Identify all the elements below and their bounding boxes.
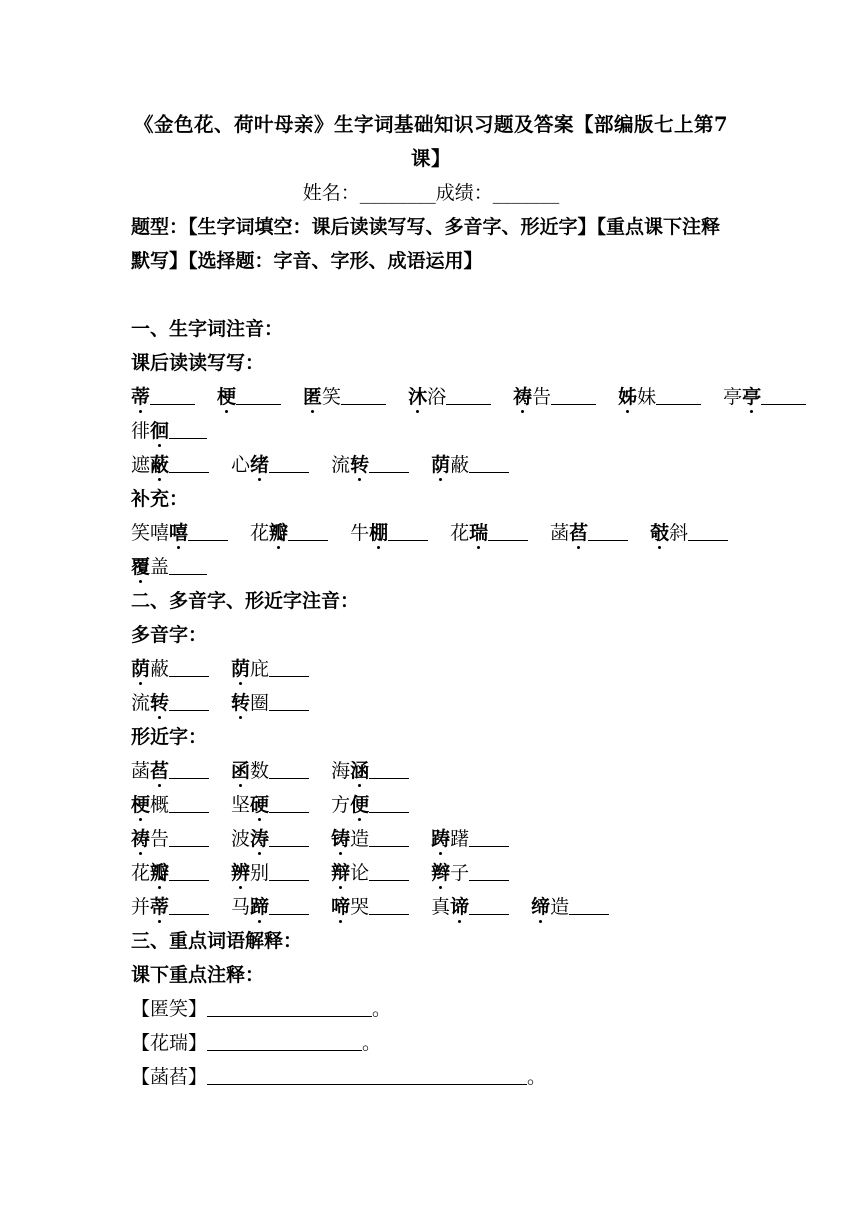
- pinyin-blank[interactable]: [369, 828, 409, 847]
- end-mark: 。: [372, 998, 392, 1020]
- dotted-char: 蒂: [150, 896, 170, 918]
- word-item: [431, 896, 509, 918]
- pinyin-blank[interactable]: [341, 386, 386, 405]
- word-item: [231, 794, 309, 816]
- dotted-char: 嘻: [169, 522, 189, 544]
- dotted-char: 硬: [250, 794, 270, 816]
- pinyin-blank[interactable]: [269, 658, 309, 677]
- dotted-char: 蒂: [131, 386, 151, 408]
- word-item: [331, 794, 409, 816]
- pinyin-blank[interactable]: [169, 828, 209, 847]
- word-row: [131, 754, 731, 788]
- dotted-char: 涵: [350, 760, 370, 782]
- pinyin-blank[interactable]: [288, 522, 328, 541]
- page-title: 《金色花、荷叶母亲》生字词基础知识习题及答案【部编版七上第7课】: [133, 113, 729, 170]
- word-prefix: 真: [431, 896, 451, 918]
- definition-item: [131, 1026, 731, 1060]
- word-row: [131, 788, 731, 822]
- word-item: [331, 760, 409, 782]
- word-suffix: 告: [150, 828, 170, 850]
- dotted-char: 踌: [431, 828, 451, 850]
- section2-heading: 二、多音字、形近字注音：: [131, 590, 360, 612]
- word-item: [131, 386, 195, 408]
- word-suffix: 浴: [427, 386, 447, 408]
- pinyin-blank[interactable]: [369, 760, 409, 779]
- word-suffix: 论: [350, 862, 370, 884]
- section3-heading: 三、重点词语解释：: [131, 930, 303, 952]
- dotted-char: 转: [350, 454, 370, 476]
- pinyin-blank[interactable]: [169, 896, 209, 915]
- dotted-char: 瓣: [269, 522, 289, 544]
- word-suffix: 妹: [637, 386, 657, 408]
- pinyin-blank[interactable]: [569, 896, 609, 915]
- dotted-char: 荫: [231, 658, 251, 680]
- pinyin-blank[interactable]: [169, 692, 209, 711]
- word-row: [131, 652, 731, 686]
- word-prefix: 流: [131, 692, 151, 714]
- word-prefix: 马: [231, 896, 251, 918]
- dotted-char: 瓣: [150, 862, 170, 884]
- pinyin-blank[interactable]: [369, 454, 409, 473]
- word-suffix: 蔽: [450, 454, 470, 476]
- dotted-char: 蹄: [250, 896, 270, 918]
- word-prefix: 徘: [131, 420, 151, 442]
- dotted-char: 亭: [742, 386, 762, 408]
- word-item: [331, 862, 409, 884]
- word-item: [408, 386, 491, 408]
- pinyin-blank[interactable]: [269, 760, 309, 779]
- word-prefix: 花: [250, 522, 270, 544]
- word-row: [131, 822, 731, 856]
- pinyin-blank[interactable]: [269, 896, 309, 915]
- section2-sub2: 形近字：: [131, 726, 208, 748]
- word-prefix: 花: [131, 862, 151, 884]
- student-info-line: 姓名：________成绩：_______: [302, 182, 560, 204]
- word-prefix: 笑嘻: [131, 522, 170, 544]
- word-suffix: 数: [250, 760, 270, 782]
- word-row: [131, 380, 762, 414]
- dotted-char: 转: [231, 692, 251, 714]
- pinyin-blank[interactable]: [269, 828, 309, 847]
- section1-sub1: 课后读读写写：: [131, 352, 265, 374]
- pinyin-blank[interactable]: [169, 454, 209, 473]
- word-row: [131, 890, 731, 924]
- word-item: [231, 896, 309, 918]
- word-item: [231, 454, 309, 476]
- word-item: [331, 896, 409, 918]
- word-prefix: 花: [450, 522, 470, 544]
- word-suffix: 斜: [669, 522, 689, 544]
- question-types: 题型：【生字词填空：课后读读写写、多音字、形近字】【重点课下注释默写】【选择题：字音、字形、成语运用】: [131, 216, 721, 272]
- dotted-char: 蔽: [150, 454, 170, 476]
- pinyin-blank[interactable]: [169, 794, 209, 813]
- pinyin-blank[interactable]: [588, 522, 628, 541]
- dotted-char: 辨: [231, 862, 251, 884]
- blank-line: [131, 278, 731, 312]
- dotted-char: 绪: [250, 454, 270, 476]
- dotted-char: 啼: [331, 896, 351, 918]
- word-item: [131, 658, 209, 680]
- dotted-char: 铸: [331, 828, 351, 850]
- word-item: [231, 828, 309, 850]
- word-suffix: 造: [550, 896, 570, 918]
- dotted-char: 转: [150, 692, 170, 714]
- pinyin-blank[interactable]: [169, 862, 209, 881]
- word-item: [431, 454, 509, 476]
- word-row: [131, 856, 731, 890]
- dotted-char: 沐: [408, 386, 428, 408]
- pinyin-blank[interactable]: [469, 896, 509, 915]
- dotted-char: 萏: [569, 522, 589, 544]
- word-suffix: 告: [532, 386, 552, 408]
- section3-sub1: 课下重点注释：: [131, 964, 265, 986]
- pinyin-blank[interactable]: [169, 658, 209, 677]
- word-item: [531, 896, 609, 918]
- pinyin-blank[interactable]: [488, 522, 528, 541]
- word-item: [550, 522, 628, 544]
- worksheet-page: [131, 108, 762, 1094]
- dotted-char: 瑞: [469, 522, 489, 544]
- word-row: [131, 516, 731, 550]
- word-row: [131, 550, 731, 584]
- pinyin-blank[interactable]: [269, 794, 309, 813]
- pinyin-blank[interactable]: [269, 862, 309, 881]
- dotted-char: 祷: [513, 386, 533, 408]
- definition-item: [131, 1060, 731, 1094]
- pinyin-blank[interactable]: [269, 454, 309, 473]
- word-prefix: 菡: [131, 760, 151, 782]
- end-mark: 。: [362, 1032, 382, 1054]
- pinyin-blank[interactable]: [169, 760, 209, 779]
- word-item: [131, 454, 209, 476]
- word-suffix: 别: [250, 862, 270, 884]
- pinyin-blank[interactable]: [369, 794, 409, 813]
- dotted-char: 姊: [618, 386, 638, 408]
- pinyin-blank[interactable]: [150, 386, 195, 405]
- word-item: [131, 760, 209, 782]
- word-item: [650, 522, 728, 544]
- word-prefix: 亭: [723, 386, 743, 408]
- dotted-char: 便: [350, 794, 370, 816]
- word-item: [331, 828, 409, 850]
- word-suffix: 盖: [150, 556, 170, 578]
- word-item: [231, 658, 309, 680]
- dotted-char: 荫: [131, 658, 151, 680]
- word-prefix: 方: [331, 794, 351, 816]
- answer-blank[interactable]: [207, 1066, 527, 1085]
- dotted-char: 涛: [250, 828, 270, 850]
- word-prefix: 流: [331, 454, 351, 476]
- word-item: [131, 862, 209, 884]
- dotted-char: 函: [231, 760, 251, 782]
- word-prefix: 心: [231, 454, 251, 476]
- word-prefix: 并: [131, 896, 151, 918]
- pinyin-blank[interactable]: [551, 386, 596, 405]
- word-prefix: 菡: [550, 522, 570, 544]
- word-item: [131, 896, 209, 918]
- word-prefix: 牛: [350, 522, 370, 544]
- word-prefix: 海: [331, 760, 351, 782]
- word-row: [131, 448, 731, 482]
- dotted-char: 徊: [150, 420, 170, 442]
- dotted-char: 荫: [431, 454, 451, 476]
- dotted-char: 棚: [369, 522, 389, 544]
- pinyin-blank[interactable]: [446, 386, 491, 405]
- definition-item: [131, 992, 731, 1026]
- term-label: 【匿笑】: [131, 998, 208, 1020]
- pinyin-blank[interactable]: [169, 420, 207, 439]
- word-item: [231, 862, 309, 884]
- dotted-char: 祷: [131, 828, 151, 850]
- word-item: [217, 386, 281, 408]
- word-item: [231, 692, 309, 714]
- word-item: [618, 386, 701, 408]
- pinyin-blank[interactable]: [761, 386, 806, 405]
- pinyin-blank[interactable]: [369, 896, 409, 915]
- end-mark: 。: [527, 1066, 547, 1088]
- pinyin-blank[interactable]: [688, 522, 728, 541]
- pinyin-blank[interactable]: [469, 862, 509, 881]
- word-suffix: 子: [450, 862, 470, 884]
- dotted-char: 谛: [450, 896, 470, 918]
- word-suffix: 蔽: [150, 658, 170, 680]
- dotted-char: 攲: [650, 522, 670, 544]
- section2-sub1: 多音字：: [131, 624, 208, 646]
- word-row: [131, 414, 731, 448]
- dotted-char: 辫: [431, 862, 451, 884]
- pinyin-blank[interactable]: [469, 828, 509, 847]
- word-suffix: 笑: [322, 386, 342, 408]
- word-item: [131, 420, 207, 442]
- word-prefix: 坚: [231, 794, 251, 816]
- word-prefix: 遮: [131, 454, 151, 476]
- dotted-char: 缔: [531, 896, 551, 918]
- pinyin-blank[interactable]: [369, 862, 409, 881]
- word-suffix: 哭: [350, 896, 370, 918]
- answer-blank[interactable]: [207, 998, 372, 1017]
- dotted-char: 萏: [150, 760, 170, 782]
- term-label: 【菡萏】: [131, 1066, 208, 1088]
- word-item: [431, 862, 509, 884]
- term-label: 【花瑞】: [131, 1032, 208, 1054]
- word-suffix: 庇: [250, 658, 270, 680]
- word-item: [250, 522, 328, 544]
- word-item: [131, 692, 209, 714]
- pinyin-blank[interactable]: [388, 522, 428, 541]
- word-item: [131, 794, 209, 816]
- word-item: [131, 556, 207, 578]
- word-suffix: 造: [350, 828, 370, 850]
- pinyin-blank[interactable]: [169, 556, 207, 575]
- section1-sub2: 补充：: [131, 488, 189, 510]
- word-suffix: 概: [150, 794, 170, 816]
- pinyin-blank[interactable]: [269, 692, 309, 711]
- answer-blank[interactable]: [207, 1032, 362, 1051]
- word-item: [350, 522, 428, 544]
- word-item: [231, 760, 309, 782]
- word-item: [131, 828, 209, 850]
- word-suffix: 圈: [250, 692, 270, 714]
- word-prefix: 波: [231, 828, 251, 850]
- pinyin-blank[interactable]: [469, 454, 509, 473]
- pinyin-blank[interactable]: [188, 522, 228, 541]
- word-item: [303, 386, 386, 408]
- word-item: [131, 522, 228, 544]
- dotted-char: 梗: [217, 386, 237, 408]
- word-suffix: 躇: [450, 828, 470, 850]
- dotted-char: 辩: [331, 862, 351, 884]
- word-item: [513, 386, 596, 408]
- word-item: [450, 522, 528, 544]
- pinyin-blank[interactable]: [656, 386, 701, 405]
- section1-heading: 一、生字词注音：: [131, 318, 284, 340]
- word-item: [723, 386, 806, 408]
- dotted-char: 梗: [131, 794, 151, 816]
- pinyin-blank[interactable]: [236, 386, 281, 405]
- dotted-char: 覆: [131, 556, 151, 578]
- word-item: [431, 828, 509, 850]
- word-item: [331, 454, 409, 476]
- dotted-char: 匿: [303, 386, 323, 408]
- word-row: [131, 686, 731, 720]
